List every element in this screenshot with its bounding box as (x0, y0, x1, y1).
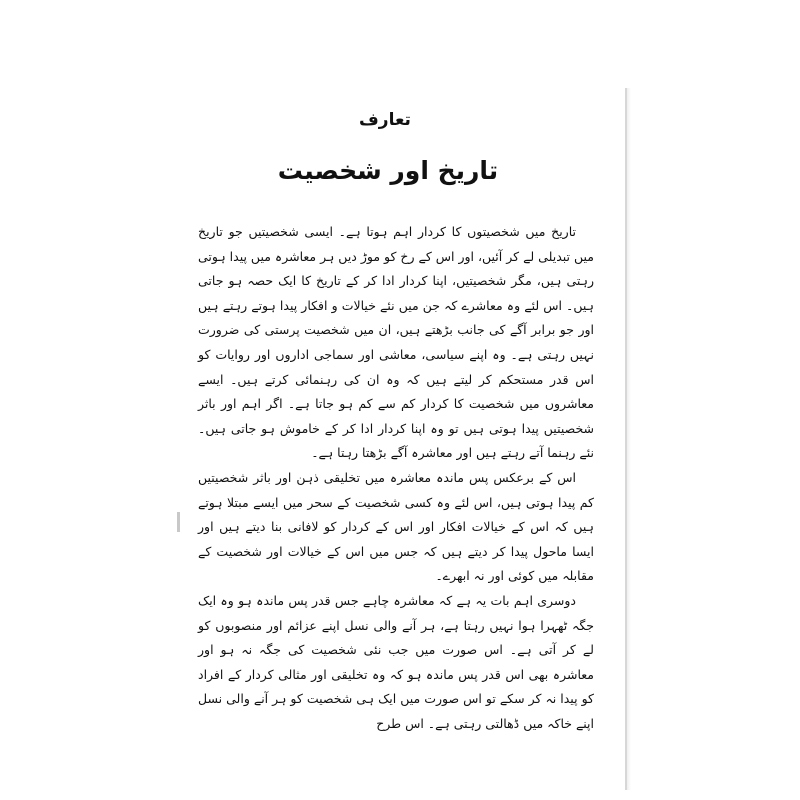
paragraph: تاریخ میں شخصیتوں کا کردار اہم ہوتا ہے۔ ایسی شخصیتیں جو تاریخ میں تبدیلی لے کر آئیں، اور اس کے رخ کو موڑ دیں ہر معاشرہ میں پیدا ہوتی رہتی ہیں، مگر شخصیتیں، اپنا کردار ادا کر کے تاریخ کا ایک حصہ ہو جاتی ہیں۔ اس لئے وہ معاشرے کہ جن میں نئے خیالات و افکار پیدا ہوتے رہتے ہیں اور جو برابر آگے کی جانب بڑھتے ہیں، ان میں شخصیت پرستی کی ضرورت نہیں رہتی ہے۔ وہ اپنے سیاسی، معاشی اور سماجی اداروں اور روایات کو اس قدر مستحکم کر لیتے ہیں کہ وہ ان کی رہنمائی کرتے ہیں۔ ایسے معاشروں میں شخصیت کا کردار کم سے کم ہو جاتا ہے۔ اگر اہم اور باثر شخصیتیں پیدا ہوتی ہیں تو وہ اپنا کردار ادا کر کے خاموش ہو جاتی ہیں۔ نئے رہنما آتے رہتے ہیں اور معاشرہ آگے بڑھتا رہتا ہے۔ (198, 224, 594, 461)
chapter-title: تاریخ اور شخصیت (277, 156, 499, 185)
page-gutter-shadow (627, 88, 631, 790)
section-label: تعارف (359, 110, 411, 130)
paragraph: دوسری اہم بات یہ ہے کہ معاشرہ چاہے جس قدر پس ماندہ ہو وہ ایک جگہ ٹھہرا ہوا نہیں رہتا ہے، ہر آنے والی نسل اپنے عزائم اور منصوبوں کو لے کر آتی ہے۔ اس صورت میں جب نئی شخصیت کی جگہ نہ ہو اور معاشرہ بھی اس قدر پس ماندہ ہو کہ وہ تخلیقی اور مثالی کردار کے افراد کو پیدا نہ کر سکے تو اس صورت میں ایک ہی شخصیت کو ہر آنے والی نسل اپنے خاکہ میں ڈھالتی رہتی ہے۔ اس طرح (198, 592, 594, 731)
paragraph: اس کے برعکس پس ماندہ معاشرہ میں تخلیقی ذہن اور باثر شخصیتیں کم پیدا ہوتی ہیں، اس لئے وہ کسی شخصیت کے سحر میں ایسے مبتلا ہوتے ہیں کہ اس کے خیالات افکار اور اس کے کردار کو لافانی بنا دیتے ہیں اور ایسا ماحول پیدا کر دیتے ہیں کہ جس میں اس کے خیالات اور شخصیت کے مقابلہ میں کوئی اور نہ ابھرے۔ (198, 469, 594, 584)
margin-mark (177, 512, 180, 532)
body-text (198, 220, 594, 736)
